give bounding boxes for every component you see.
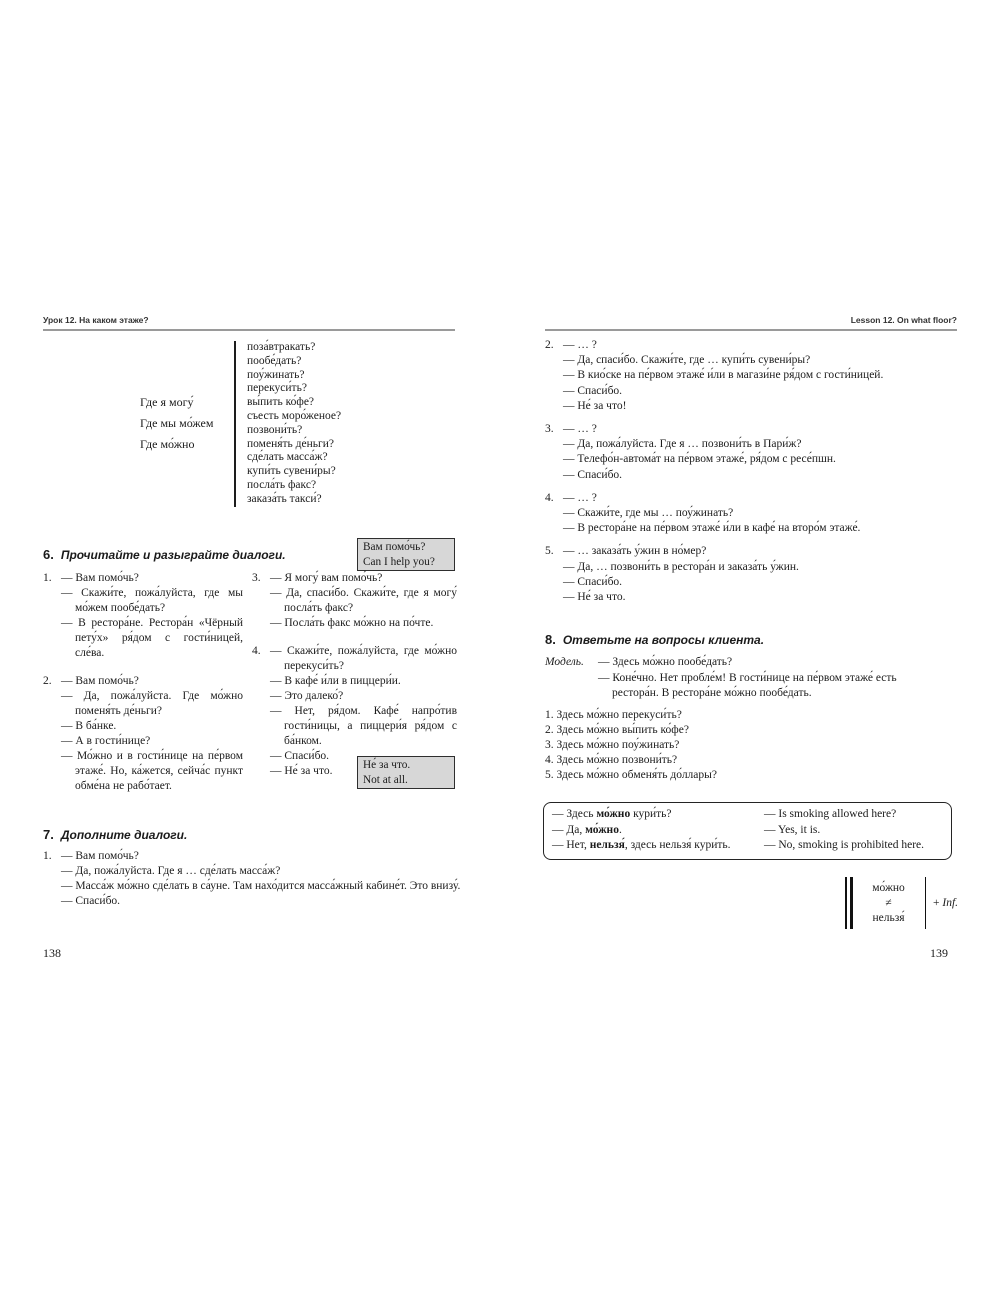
dialog-line: — … ?: [563, 491, 597, 504]
dialog-line: — В рестора́не. Рестора́н «Чёрный пету́х» ря́дом с гости́ницей, сле́ва.: [61, 617, 243, 659]
dialog-line: — Скажи́те, где мы … поу́жинать?: [563, 507, 734, 520]
dialog-line: — Вам помо́чь?: [61, 850, 139, 862]
infinitive-item: позвони́ть?: [247, 423, 303, 436]
phrase-en: Not at all.: [363, 773, 408, 786]
section-title: Прочитайте и разыграйте диалоги.: [60, 548, 286, 562]
dialog-line: — Да, спаси́бо. Скажи́те, где … купи́ть сувени́ры?: [563, 354, 811, 367]
dialog-number: 3.: [252, 572, 261, 584]
section-7-dialogs: [43, 849, 463, 909]
client-questions: [545, 708, 717, 783]
phrase-ru: Не́ за что.: [363, 759, 411, 771]
dialog-2: [43, 674, 243, 794]
model-example: [545, 655, 918, 702]
dialog-line: — Да, … позвони́ть в рестора́н и заказа́ть у́жин.: [563, 560, 799, 573]
right-page-dialogs: [545, 338, 958, 613]
smoking-line-en: — Yes, it is.: [764, 823, 821, 836]
dialog-line: — Коне́чно. Нет пробле́м! В гости́нице на пе́рвом этаже́ есть рестора́н. В рестора́не мо́жно пообе́дать.: [598, 671, 897, 699]
double-bar-icon: [845, 877, 847, 929]
infinitive-item: купи́ть сувени́ры?: [247, 465, 336, 478]
question-item: 3. Здесь мо́жно поу́жинать?: [545, 739, 680, 751]
infinitive-item: посла́ть факс?: [247, 478, 317, 491]
grammar-can: мо́жно: [872, 881, 905, 894]
stem: Где мы мо́жем: [140, 416, 214, 431]
dialog-line: — Спаси́бо.: [563, 575, 623, 588]
dialog-line: — Посла́ть факс мо́жно на по́чте.: [270, 617, 434, 629]
section-number: 6.: [43, 547, 54, 562]
question-item: 1. Здесь мо́жно перекуси́ть?: [545, 709, 682, 721]
dialog-line: — … ?: [563, 423, 597, 436]
right-page-number: 139: [930, 946, 948, 960]
dialog-2: [545, 338, 958, 414]
dialog-line: — … ?: [563, 339, 597, 351]
smoking-line-ru: — Нет, нельзя́, здесь нельзя́ кури́ть.: [552, 839, 731, 851]
infinitive-item: вы́пить ко́фе?: [247, 396, 315, 409]
dialog-line: — Не́ за что.: [270, 765, 333, 777]
dialog-line: — Спаси́бо.: [270, 750, 330, 762]
not-equal-sign: ≠: [885, 896, 892, 909]
smoking-line-ru: — Да, мо́жно.: [552, 823, 622, 836]
dialog-line: — Скажи́те, пожа́луйста, где мо́жно перекуси́ть?: [270, 645, 457, 672]
dialog-line: — А в гости́нице?: [61, 735, 151, 747]
dialog-line: — Не́ за что.: [563, 591, 626, 604]
smoking-line-en: — Is smoking allowed here?: [764, 808, 897, 820]
left-page-running-head: Урок 12. На каком этаже?: [43, 315, 455, 331]
dialog-column-left: [43, 571, 243, 807]
infinitive-item: перекуси́ть?: [247, 382, 307, 395]
grammar-cannot: нельзя́: [872, 911, 905, 924]
infinitive-item: съесть моро́женое?: [247, 409, 342, 422]
dialog-line: — В ба́нке.: [61, 720, 117, 732]
dialog-line: — Телефо́н-автома́т на пе́рвом этаже́, ря́дом с ресе́пшн.: [563, 453, 836, 466]
stem: Где мо́жно: [140, 437, 195, 452]
section-title: Ответьте на вопросы клиента.: [562, 633, 765, 647]
dialog-number: 2.: [545, 339, 554, 351]
dialog-line: — В рестора́не на пе́рвом этаже́ и́ли в кафе́ на второ́м этаже́.: [563, 522, 861, 535]
dialog-line: — Спаси́бо.: [61, 895, 121, 907]
dialog-number: 5.: [545, 545, 554, 558]
infinitive-item: пообе́дать?: [247, 354, 302, 367]
smoking-phrase-box: [543, 802, 952, 860]
dialog-3: [252, 571, 457, 631]
section-6-heading: [43, 546, 286, 564]
question-item: 4. Здесь мо́жно позвони́ть?: [545, 754, 678, 766]
dialog-line: — Да, пожа́луйста. Где я … позвони́ть в Пари́ж?: [563, 438, 802, 451]
dialog-4: [545, 491, 958, 537]
dialog-number: 1.: [43, 572, 52, 584]
dialog-line: — Не́ за что!: [563, 399, 627, 412]
grammar-note-words: [853, 881, 925, 926]
infinitive-item: поменя́ть де́ньги?: [247, 437, 334, 450]
phrase-ru: Вам помо́чь?: [363, 541, 426, 553]
smoking-line-ru: — Здесь мо́жно кури́ть?: [552, 808, 672, 820]
dialog-number: 1.: [43, 850, 52, 862]
dialog-line: — … заказа́ть у́жин в но́мер?: [563, 545, 707, 558]
dialog-line: — Мо́жно и в гости́нице на пе́рвом этаже́. Но, ка́жется, сейча́с пункт обме́на не рабо́тает.: [61, 750, 243, 792]
smoking-box-russian-column: [552, 807, 764, 855]
dialog-1: [43, 849, 463, 909]
dialog-line: — Спаси́бо.: [563, 468, 623, 481]
section-8-heading: [545, 631, 764, 649]
dialog-line: — В кафе́ и́ли в пиццери́и.: [270, 675, 401, 687]
phrase-box-not-at-all: [357, 756, 455, 789]
dialog-line: — Спаси́бо.: [563, 384, 623, 397]
dialog-line: — Да, пожа́луйста. Где я … сде́лать масса́ж?: [61, 865, 281, 877]
dialog-3: [545, 422, 958, 483]
dialog-1: [43, 571, 243, 661]
dialog-line: — Нет, ря́дом. Кафе́ напро́тив гости́ницы, а пиццери́я ря́дом с ба́нком.: [270, 705, 457, 747]
infinitive-item: поу́жинать?: [247, 368, 305, 381]
infinitive-item: заказа́ть такси́?: [247, 492, 322, 505]
dialog-number: 3.: [545, 423, 554, 436]
phrase-box-help: [357, 538, 455, 571]
smoking-line-en: — No, smoking is prohibited here.: [764, 839, 925, 851]
section-7-heading: [43, 826, 187, 844]
section-number: 7.: [43, 827, 54, 842]
section-number: 8.: [545, 632, 556, 647]
stem: Где я могу́: [140, 395, 194, 410]
question-item: 5. Здесь мо́жно обменя́ть до́ллары?: [545, 769, 717, 781]
infinitive-item: поза́втракать?: [247, 341, 316, 353]
dialog-line: — Скажи́те, пожа́луйста, где мы мо́жем пообе́дать?: [61, 587, 243, 614]
dialog-number: 2.: [43, 675, 52, 687]
question-item: 2. Здесь мо́жно вы́пить ко́фе?: [545, 724, 689, 736]
dialog-line: — Вам помо́чь?: [61, 675, 139, 687]
dialog-line: — Да, пожа́луйста. Где мо́жно поменя́ть де́ньги?: [61, 690, 243, 717]
phrase-en: Can I help you?: [363, 555, 435, 568]
left-page-number: 138: [43, 946, 61, 960]
dialog-number: 4.: [252, 645, 261, 657]
infinitive-item: сде́лать масса́ж?: [247, 451, 328, 464]
dialog-line: — Я могу́ вам помо́чь?: [270, 572, 383, 584]
dialog-line: — В кио́ске на пе́рвом этаже́ и́ли в магази́не ря́дом с гости́ницей.: [563, 369, 884, 382]
grammar-note: [845, 877, 958, 929]
dialog-line: — Да, спаси́бо. Скажи́те, где я могу́ посла́ть факс?: [270, 587, 457, 614]
dialog-line: — Здесь мо́жно пообе́дать?: [598, 656, 733, 668]
dialog-line: — Вам помо́чь?: [61, 572, 139, 584]
stem-infinitive-table: [140, 341, 341, 507]
stem-column: [140, 341, 234, 507]
grammar-suffix: + Inf.: [933, 897, 959, 909]
section-title: Дополните диалоги.: [60, 828, 188, 842]
dialog-5: [545, 544, 958, 605]
infinitive-column: [236, 341, 341, 507]
model-dialog: [598, 655, 918, 702]
dialog-line: — Масса́ж мо́жно сде́лать в са́уне. Там нахо́дится масса́жный кабине́т. Это внизу́.: [61, 880, 461, 892]
dialog-line: — Это далеко́?: [270, 690, 344, 702]
dialog-number: 4.: [545, 491, 554, 504]
smoking-box-english-column: [764, 807, 943, 855]
right-page-running-head: Lesson 12. On what floor?: [545, 315, 957, 331]
model-label: Модель.: [545, 656, 584, 668]
